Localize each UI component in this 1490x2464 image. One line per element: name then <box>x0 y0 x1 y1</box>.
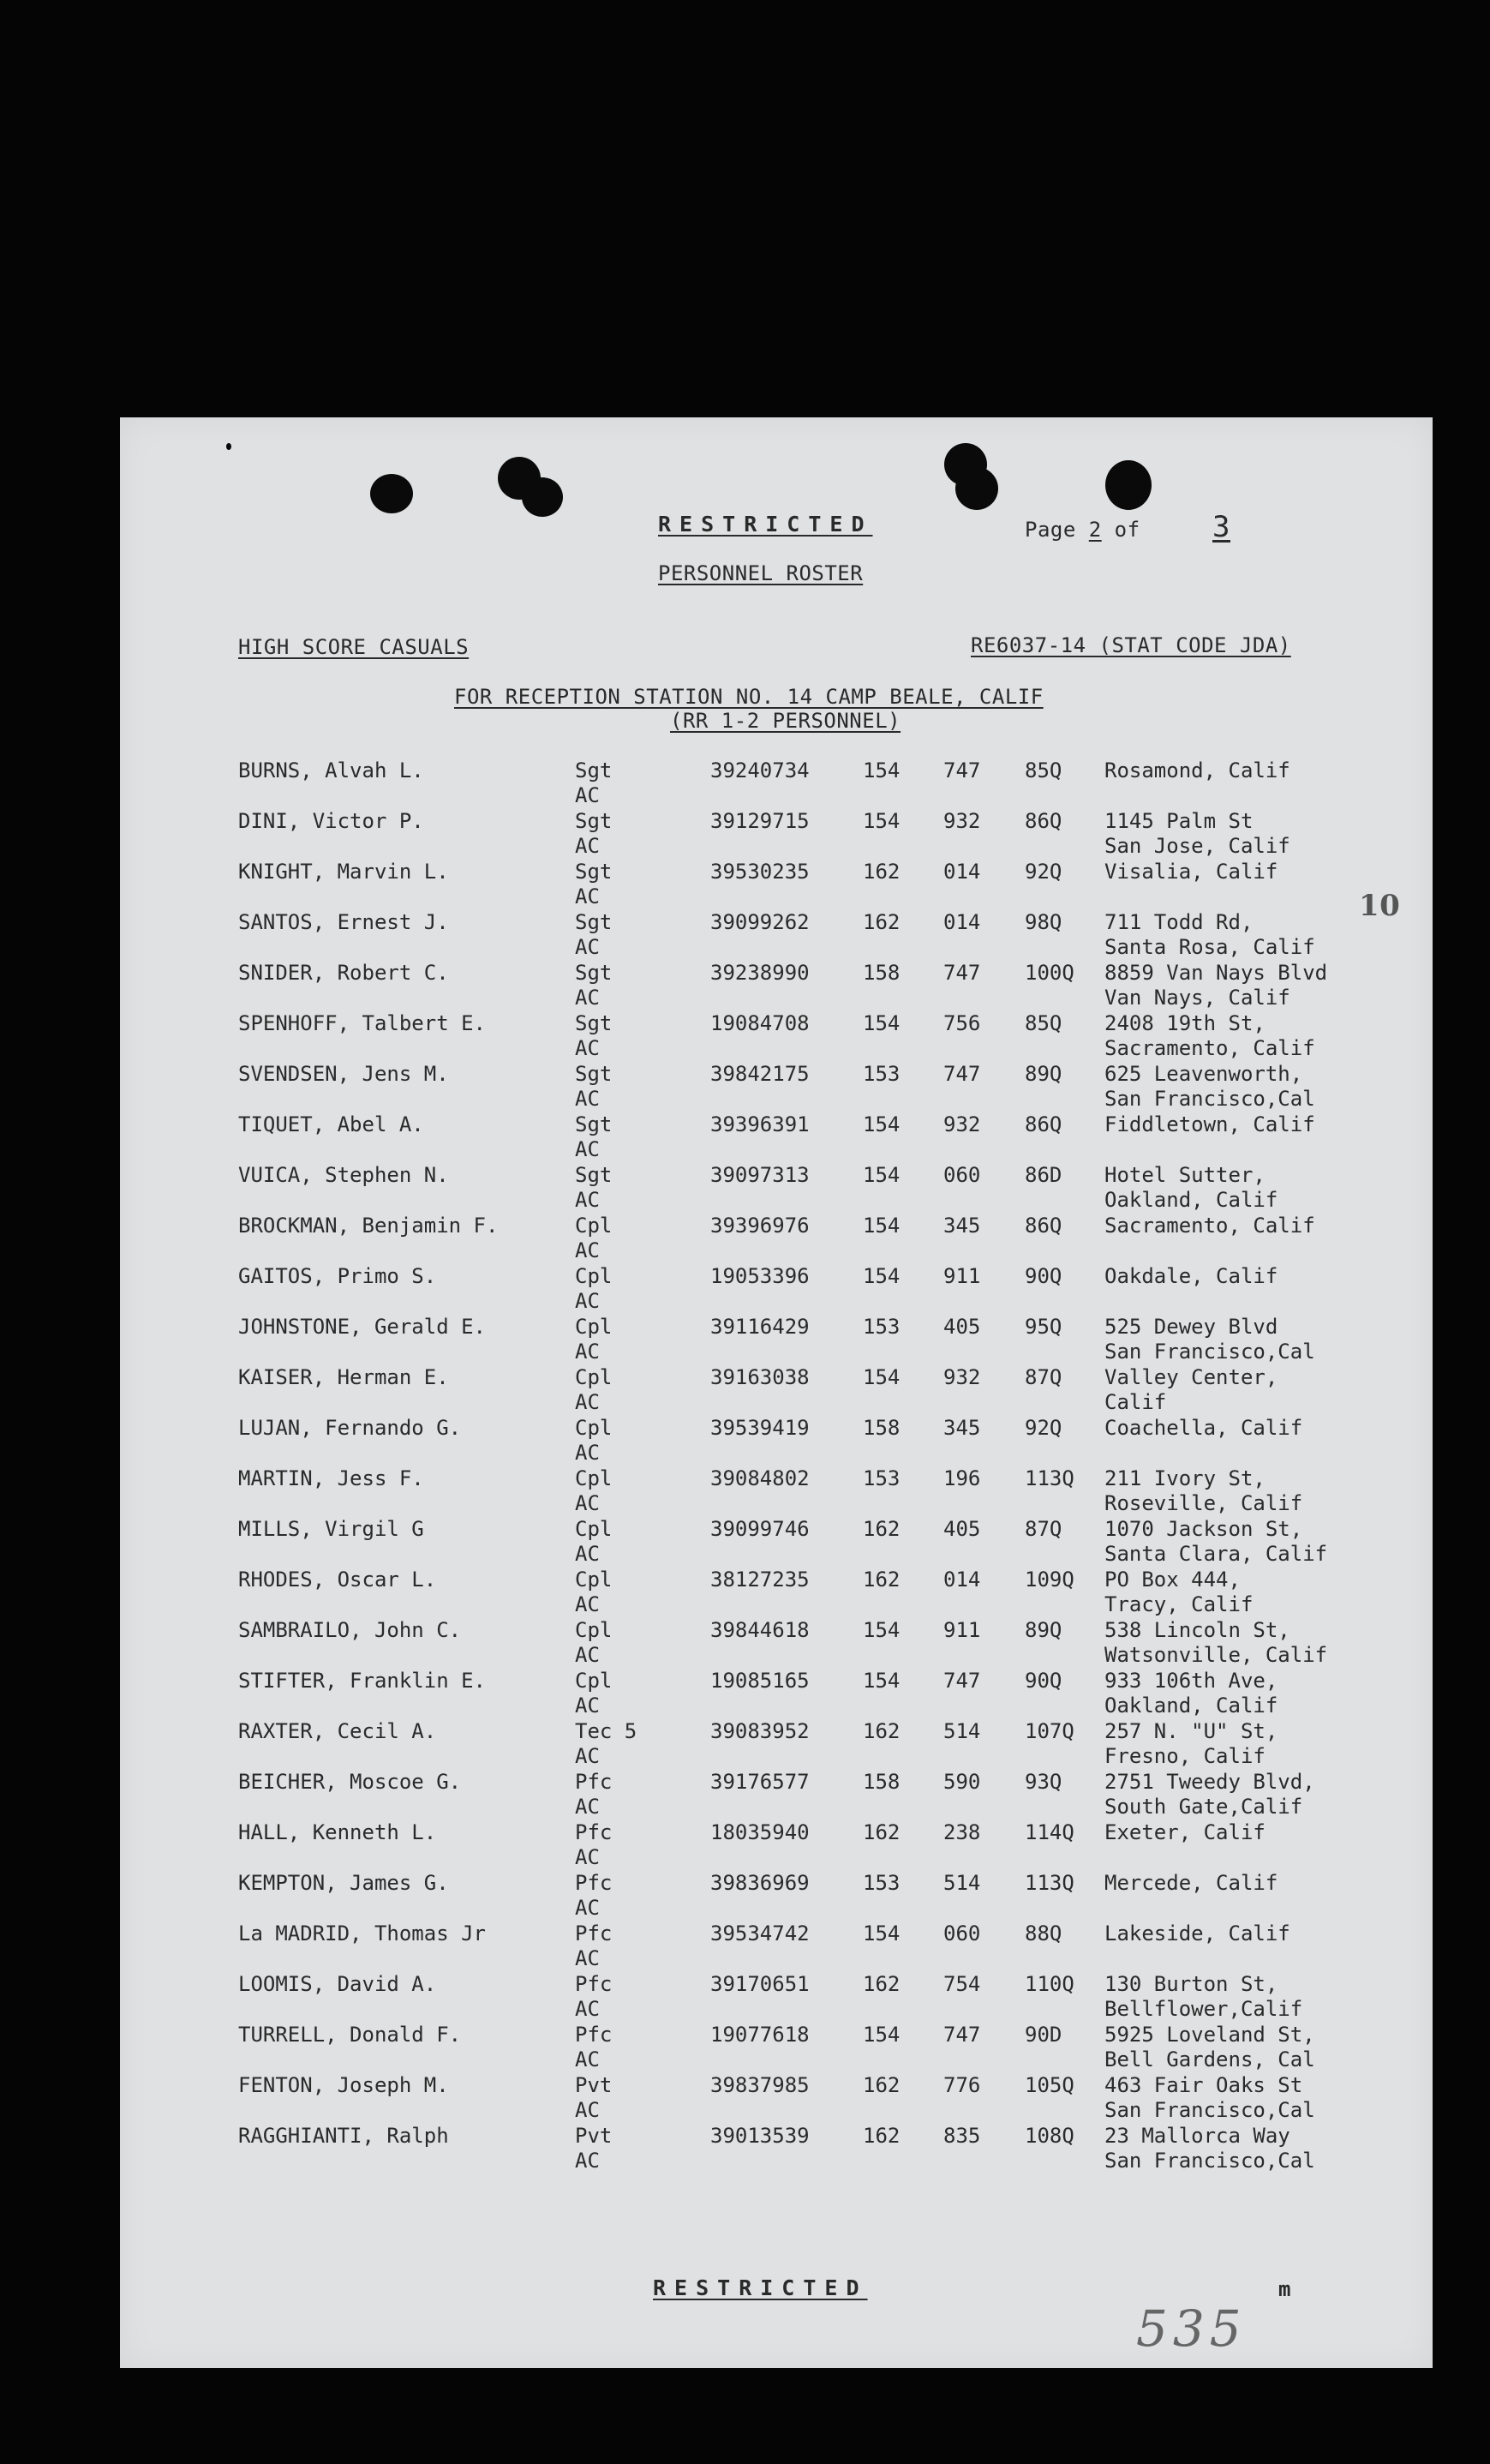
address-line-1: Lakeside, Calif <box>1104 1921 1290 1945</box>
person-name: SANTOS, Ernest J. <box>238 910 449 934</box>
person-name: HALL, Kenneth L. <box>238 1820 437 1844</box>
serial-number: 39837985 <box>710 2073 810 2097</box>
score: 92Q <box>1025 1416 1062 1440</box>
code-2: 060 <box>943 1163 981 1187</box>
person-name: SVENDSEN, Jens M. <box>238 1062 449 1086</box>
score: 90Q <box>1025 1669 1062 1693</box>
serial-number: 39396976 <box>710 1214 810 1238</box>
code-1: 154 <box>863 1214 901 1238</box>
address-line-1: 525 Dewey Blvd <box>1104 1315 1278 1339</box>
branch: AC <box>575 1845 600 1869</box>
address-line-1: Fiddletown, Calif <box>1104 1112 1315 1136</box>
rank: Pfc <box>575 1770 613 1794</box>
address-line-1: PO Box 444, <box>1104 1568 1241 1592</box>
address-line-2: Tracy, Calif <box>1104 1592 1254 1616</box>
address-line-1: 2408 19th St, <box>1104 1011 1266 1035</box>
branch: AC <box>575 2098 600 2122</box>
table-row <box>120 1972 1433 2023</box>
page-total: 3 <box>1212 510 1230 544</box>
code-1: 154 <box>863 1618 901 1642</box>
subtitle-line-1: FOR RECEPTION STATION NO. 14 CAMP BEALE, CALIF <box>454 685 1044 709</box>
code-1: 162 <box>863 1972 901 1996</box>
serial-number: 39539419 <box>710 1416 810 1440</box>
branch: AC <box>575 1441 600 1465</box>
address-line-2: San Francisco,Cal <box>1104 1340 1315 1364</box>
code-1: 162 <box>863 1517 901 1541</box>
serial-number: 39842175 <box>710 1062 810 1086</box>
score: 87Q <box>1025 1365 1062 1389</box>
person-name: FENTON, Joseph M. <box>238 2073 449 2097</box>
score: 113Q <box>1025 1466 1074 1490</box>
person-name: DINI, Victor P. <box>238 809 424 833</box>
restricted-footer: RESTRICTED <box>653 2275 868 2300</box>
score: 86Q <box>1025 1214 1062 1238</box>
address-line-1: 23 Mallorca Way <box>1104 2124 1290 2148</box>
branch: AC <box>575 1087 600 1111</box>
rank: Cpl <box>575 1214 613 1238</box>
address-line-2: Roseville, Calif <box>1104 1491 1303 1515</box>
address-line-2: Santa Clara, Calif <box>1104 1542 1328 1566</box>
code-2: 405 <box>943 1517 981 1541</box>
rank: Pfc <box>575 1921 613 1945</box>
table-row <box>120 2124 1433 2175</box>
code-2: 932 <box>943 1365 981 1389</box>
code-1: 162 <box>863 2073 901 2097</box>
code-2: 590 <box>943 1770 981 1794</box>
table-row <box>120 1112 1433 1164</box>
table-row <box>120 1264 1433 1316</box>
address-line-2: San Francisco,Cal <box>1104 2098 1315 2122</box>
rank: Cpl <box>575 1416 613 1440</box>
code-1: 154 <box>863 758 901 782</box>
score: 113Q <box>1025 1871 1074 1895</box>
address-line-2: Watsonville, Calif <box>1104 1643 1328 1667</box>
serial-number: 19077618 <box>710 2023 810 2047</box>
branch: AC <box>575 935 600 959</box>
code-2: 345 <box>943 1214 981 1238</box>
code-2: 911 <box>943 1264 981 1288</box>
address-line-1: 538 Lincoln St, <box>1104 1618 1290 1642</box>
branch: AC <box>575 1289 600 1313</box>
serial-number: 39534742 <box>710 1921 810 1945</box>
code-1: 154 <box>863 1112 901 1136</box>
rank: Cpl <box>575 1365 613 1389</box>
code-2: 754 <box>943 1972 981 1996</box>
branch: AC <box>575 1592 600 1616</box>
code-1: 153 <box>863 1871 901 1895</box>
address-line-1: Mercede, Calif <box>1104 1871 1278 1895</box>
rank: Cpl <box>575 1568 613 1592</box>
code-2: 514 <box>943 1719 981 1743</box>
score: 114Q <box>1025 1820 1074 1844</box>
serial-number: 39129715 <box>710 809 810 833</box>
page-title: PERSONNEL ROSTER <box>658 561 864 585</box>
table-row <box>120 1365 1433 1417</box>
address-line-1: 211 Ivory St, <box>1104 1466 1266 1490</box>
table-row <box>120 1062 1433 1113</box>
score: 100Q <box>1025 961 1074 985</box>
address-line-1: 8859 Van Nays Blvd <box>1104 961 1328 985</box>
serial-number: 19085165 <box>710 1669 810 1693</box>
rank: Sgt <box>575 758 613 782</box>
score: 86Q <box>1025 1112 1062 1136</box>
table-row <box>120 1921 1433 1973</box>
person-name: SPENHOFF, Talbert E. <box>238 1011 486 1035</box>
branch: AC <box>575 1137 600 1161</box>
rank: Pvt <box>575 2073 613 2097</box>
subtitle-line-2: (RR 1-2 PERSONNEL) <box>670 709 901 733</box>
table-row <box>120 809 1433 860</box>
punch-hole <box>522 477 563 517</box>
address-line-1: 933 106th Ave, <box>1104 1669 1278 1693</box>
rank: Sgt <box>575 961 613 985</box>
code-2: 747 <box>943 2023 981 2047</box>
code-1: 158 <box>863 1416 901 1440</box>
code-2: 932 <box>943 809 981 833</box>
handwritten-number: 535 <box>1136 2299 1247 2358</box>
address-line-1: 1145 Palm St <box>1104 809 1254 833</box>
person-name: KEMPTON, James G. <box>238 1871 449 1895</box>
address-line-1: Valley Center, <box>1104 1365 1278 1389</box>
serial-number: 39836969 <box>710 1871 810 1895</box>
serial-number: 18035940 <box>710 1820 810 1844</box>
branch: AC <box>575 2149 600 2173</box>
score: 85Q <box>1025 758 1062 782</box>
punch-hole <box>226 443 231 450</box>
code-2: 238 <box>943 1820 981 1844</box>
code-2: 932 <box>943 1112 981 1136</box>
address-line-1: Coachella, Calif <box>1104 1416 1303 1440</box>
score: 90D <box>1025 2023 1062 2047</box>
address-line-1: Rosamond, Calif <box>1104 758 1290 782</box>
person-name: TURRELL, Donald F. <box>238 2023 462 2047</box>
address-line-2: Van Nays, Calif <box>1104 986 1290 1010</box>
rank: Sgt <box>575 1163 613 1187</box>
table-row <box>120 1466 1433 1518</box>
address-line-1: 130 Burton St, <box>1104 1972 1278 1996</box>
rank: Pfc <box>575 1972 613 1996</box>
person-name: VUICA, Stephen N. <box>238 1163 449 1187</box>
code-1: 158 <box>863 1770 901 1794</box>
address-line-1: 2751 Tweedy Blvd, <box>1104 1770 1315 1794</box>
address-line-1: Visalia, Calif <box>1104 860 1278 884</box>
serial-number: 39116429 <box>710 1315 810 1339</box>
address-line-2: Oakland, Calif <box>1104 1694 1278 1718</box>
table-row <box>120 910 1433 962</box>
serial-number: 39530235 <box>710 860 810 884</box>
table-row <box>120 860 1433 911</box>
serial-number: 39396391 <box>710 1112 810 1136</box>
rank: Pfc <box>575 2023 613 2047</box>
code-1: 154 <box>863 1669 901 1693</box>
score: 86D <box>1025 1163 1062 1187</box>
score: 87Q <box>1025 1517 1062 1541</box>
address-line-1: Hotel Sutter, <box>1104 1163 1266 1187</box>
score: 107Q <box>1025 1719 1074 1743</box>
table-row <box>120 1820 1433 1872</box>
serial-number: 39170651 <box>710 1972 810 1996</box>
table-row <box>120 961 1433 1012</box>
score: 109Q <box>1025 1568 1074 1592</box>
page-number: 2 <box>1088 518 1102 542</box>
person-name: BEICHER, Moscoe G. <box>238 1770 462 1794</box>
left-heading: HIGH SCORE CASUALS <box>238 635 470 659</box>
person-name: JOHNSTONE, Gerald E. <box>238 1315 486 1339</box>
rank: Cpl <box>575 1517 613 1541</box>
branch: AC <box>575 1340 600 1364</box>
address-line-1: Sacramento, Calif <box>1104 1214 1315 1238</box>
serial-number: 39083952 <box>710 1719 810 1743</box>
address-line-2: South Gate,Calif <box>1104 1795 1303 1819</box>
branch: AC <box>575 1744 600 1768</box>
address-line-1: 1070 Jackson St, <box>1104 1517 1303 1541</box>
serial-number: 39163038 <box>710 1365 810 1389</box>
code-2: 747 <box>943 961 981 985</box>
rank: Pvt <box>575 2124 613 2148</box>
serial-number: 39099262 <box>710 910 810 934</box>
address-line-2: Calif <box>1104 1390 1167 1414</box>
rank: Cpl <box>575 1315 613 1339</box>
code-2: 756 <box>943 1011 981 1035</box>
branch: AC <box>575 1188 600 1212</box>
code-2: 014 <box>943 910 981 934</box>
code-2: 835 <box>943 2124 981 2148</box>
branch: AC <box>575 986 600 1010</box>
score: 92Q <box>1025 860 1062 884</box>
person-name: BURNS, Alvah L. <box>238 758 424 782</box>
code-1: 153 <box>863 1062 901 1086</box>
branch: AC <box>575 783 600 807</box>
code-1: 162 <box>863 910 901 934</box>
person-name: LOOMIS, David A. <box>238 1972 437 1996</box>
roster-page <box>120 417 1433 2368</box>
table-row <box>120 758 1433 810</box>
code-1: 162 <box>863 860 901 884</box>
table-row <box>120 1011 1433 1063</box>
branch: AC <box>575 1238 600 1262</box>
code-2: 405 <box>943 1315 981 1339</box>
code-2: 014 <box>943 1568 981 1592</box>
code-1: 154 <box>863 1921 901 1945</box>
restricted-header: RESTRICTED <box>658 512 873 537</box>
table-row <box>120 1568 1433 1619</box>
address-line-1: 463 Fair Oaks St <box>1104 2073 1303 2097</box>
person-name: GAITOS, Primo S. <box>238 1264 437 1288</box>
rank: Pfc <box>575 1871 613 1895</box>
address-line-2: Sacramento, Calif <box>1104 1036 1315 1060</box>
branch: AC <box>575 884 600 908</box>
code-1: 153 <box>863 1315 901 1339</box>
rank: Sgt <box>575 1011 613 1035</box>
table-row <box>120 1517 1433 1568</box>
page-indicator <box>1025 510 1290 544</box>
person-name: KAISER, Herman E. <box>238 1365 449 1389</box>
footer-mark: m <box>1278 2277 1291 2301</box>
branch: AC <box>575 1896 600 1920</box>
rank: Sgt <box>575 910 613 934</box>
address-line-1: 5925 Loveland St, <box>1104 2023 1315 2047</box>
score: 108Q <box>1025 2124 1074 2148</box>
rank: Sgt <box>575 1112 613 1136</box>
page-of-label: of <box>1114 518 1140 542</box>
branch: AC <box>575 1390 600 1414</box>
score: 105Q <box>1025 2073 1074 2097</box>
address-line-2: Bellflower,Calif <box>1104 1997 1303 2021</box>
person-name: KNIGHT, Marvin L. <box>238 860 449 884</box>
serial-number: 39097313 <box>710 1163 810 1187</box>
address-line-1: Exeter, Calif <box>1104 1820 1266 1844</box>
code-1: 154 <box>863 809 901 833</box>
serial-number: 39844618 <box>710 1618 810 1642</box>
table-row <box>120 1669 1433 1720</box>
code-2: 060 <box>943 1921 981 1945</box>
branch: AC <box>575 1491 600 1515</box>
branch: AC <box>575 834 600 858</box>
address-line-2: San Francisco,Cal <box>1104 2149 1315 2173</box>
score: 86Q <box>1025 809 1062 833</box>
margin-note: 10 <box>1359 889 1401 923</box>
table-row <box>120 1315 1433 1366</box>
branch: AC <box>575 1795 600 1819</box>
rank: Sgt <box>575 809 613 833</box>
table-row <box>120 1214 1433 1265</box>
table-row <box>120 1719 1433 1771</box>
punch-hole <box>1105 460 1152 510</box>
code-2: 911 <box>943 1618 981 1642</box>
address-line-1: 257 N. "U" St, <box>1104 1719 1278 1743</box>
code-1: 154 <box>863 1365 901 1389</box>
code-2: 747 <box>943 1062 981 1086</box>
code-1: 162 <box>863 1820 901 1844</box>
code-2: 776 <box>943 2073 981 2097</box>
address-line-2: Fresno, Calif <box>1104 1744 1266 1768</box>
code-2: 345 <box>943 1416 981 1440</box>
code-2: 514 <box>943 1871 981 1895</box>
rank: Pfc <box>575 1820 613 1844</box>
table-row <box>120 2073 1433 2125</box>
person-name: SNIDER, Robert C. <box>238 961 449 985</box>
address-line-2: Oakland, Calif <box>1104 1188 1278 1212</box>
code-1: 154 <box>863 2023 901 2047</box>
rank: Cpl <box>575 1618 613 1642</box>
code-1: 162 <box>863 1568 901 1592</box>
score: 95Q <box>1025 1315 1062 1339</box>
code-1: 153 <box>863 1466 901 1490</box>
person-name: LUJAN, Fernando G. <box>238 1416 462 1440</box>
score: 90Q <box>1025 1264 1062 1288</box>
score: 98Q <box>1025 910 1062 934</box>
branch: AC <box>575 1946 600 1970</box>
rank: Cpl <box>575 1669 613 1693</box>
serial-number: 19053396 <box>710 1264 810 1288</box>
table-row <box>120 1618 1433 1670</box>
score: 89Q <box>1025 1062 1062 1086</box>
score: 93Q <box>1025 1770 1062 1794</box>
serial-number: 39240734 <box>710 758 810 782</box>
serial-number: 19084708 <box>710 1011 810 1035</box>
right-heading: RE6037-14 (STAT CODE JDA) <box>971 633 1291 657</box>
branch: AC <box>575 1997 600 2021</box>
address-line-2: San Jose, Calif <box>1104 834 1290 858</box>
table-row <box>120 1163 1433 1214</box>
person-name: STIFTER, Franklin E. <box>238 1669 486 1693</box>
code-1: 158 <box>863 961 901 985</box>
person-name: BROCKMAN, Benjamin F. <box>238 1214 499 1238</box>
branch: AC <box>575 1036 600 1060</box>
code-2: 196 <box>943 1466 981 1490</box>
score: 88Q <box>1025 1921 1062 1945</box>
serial-number: 39084802 <box>710 1466 810 1490</box>
address-line-2: Bell Gardens, Cal <box>1104 2047 1315 2071</box>
table-row <box>120 1416 1433 1467</box>
branch: AC <box>575 1643 600 1667</box>
score: 85Q <box>1025 1011 1062 1035</box>
table-row <box>120 1871 1433 1922</box>
branch: AC <box>575 1694 600 1718</box>
person-name: TIQUET, Abel A. <box>238 1112 424 1136</box>
person-name: SAMBRAILO, John C. <box>238 1618 462 1642</box>
code-2: 747 <box>943 1669 981 1693</box>
punch-hole <box>955 467 998 510</box>
branch: AC <box>575 1542 600 1566</box>
serial-number: 39013539 <box>710 2124 810 2148</box>
person-name: RAGGHIANTI, Ralph <box>238 2124 449 2148</box>
code-1: 154 <box>863 1163 901 1187</box>
rank: Cpl <box>575 1264 613 1288</box>
person-name: MILLS, Virgil G <box>238 1517 424 1541</box>
person-name: RAXTER, Cecil A. <box>238 1719 437 1743</box>
code-1: 154 <box>863 1264 901 1288</box>
punch-hole <box>370 474 413 513</box>
person-name: RHODES, Oscar L. <box>238 1568 437 1592</box>
person-name: MARTIN, Jess F. <box>238 1466 424 1490</box>
person-name: La MADRID, Thomas Jr <box>238 1921 486 1945</box>
serial-number: 38127235 <box>710 1568 810 1592</box>
rank: Tec 5 <box>575 1719 637 1743</box>
address-line-1: Oakdale, Calif <box>1104 1264 1278 1288</box>
serial-number: 39099746 <box>710 1517 810 1541</box>
address-line-1: 625 Leavenworth, <box>1104 1062 1303 1086</box>
score: 89Q <box>1025 1618 1062 1642</box>
code-1: 162 <box>863 2124 901 2148</box>
address-line-2: San Francisco,Cal <box>1104 1087 1315 1111</box>
table-row <box>120 1770 1433 1821</box>
rank: Sgt <box>575 860 613 884</box>
address-line-2: Santa Rosa, Calif <box>1104 935 1315 959</box>
score: 110Q <box>1025 1972 1074 1996</box>
code-2: 747 <box>943 758 981 782</box>
serial-number: 39238990 <box>710 961 810 985</box>
page-label: Page <box>1025 518 1076 542</box>
code-2: 014 <box>943 860 981 884</box>
rank: Sgt <box>575 1062 613 1086</box>
code-1: 162 <box>863 1719 901 1743</box>
serial-number: 39176577 <box>710 1770 810 1794</box>
branch: AC <box>575 2047 600 2071</box>
table-row <box>120 2023 1433 2074</box>
rank: Cpl <box>575 1466 613 1490</box>
address-line-1: 711 Todd Rd, <box>1104 910 1254 934</box>
code-1: 154 <box>863 1011 901 1035</box>
